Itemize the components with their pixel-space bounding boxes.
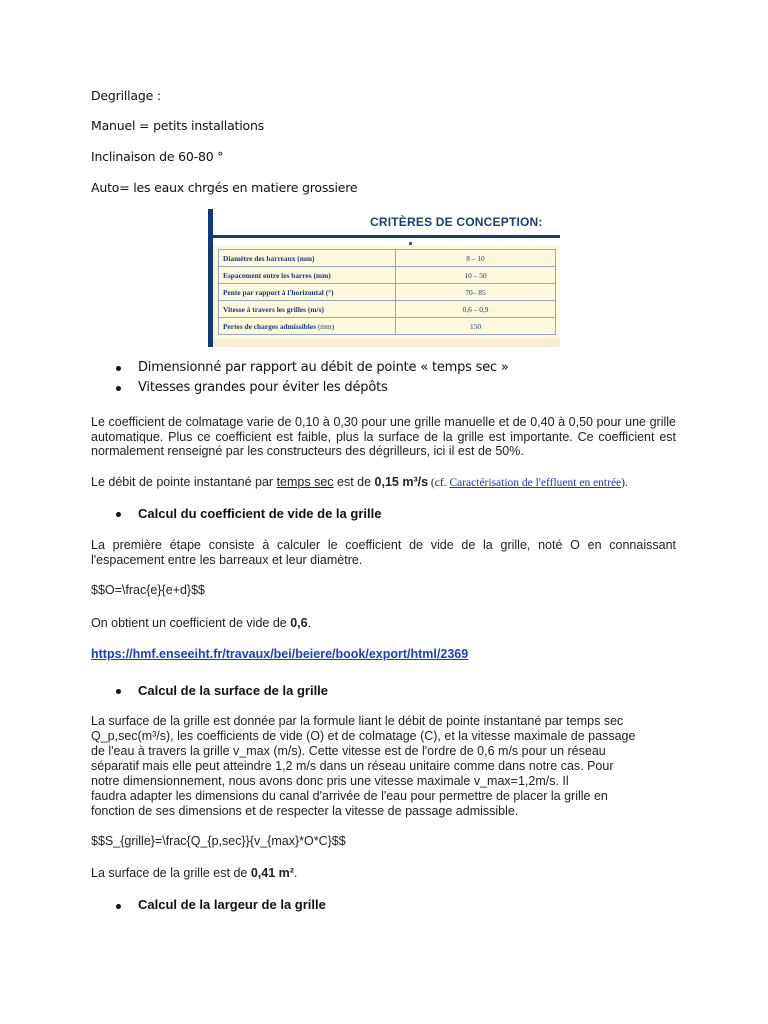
table-row bbox=[219, 267, 556, 284]
debit-line bbox=[91, 475, 628, 489]
criteria-table bbox=[218, 249, 556, 335]
criteria-value: 8 – 10 bbox=[396, 250, 556, 267]
table-row bbox=[219, 301, 556, 318]
criteria-value: 150 bbox=[396, 318, 556, 335]
criteria-label: Vitesse à travers les grilles (m/s) bbox=[219, 301, 396, 318]
surface-line-4: séparatif mais elle peut atteindre 1,2 m/s dans un réseau unitaire comme dans notre cas. Pour bbox=[91, 759, 614, 773]
heading-degrillage: Degrillage : bbox=[91, 88, 161, 103]
bullet-dot bbox=[116, 512, 121, 517]
formula-vide: $$O=\frac{e}{e+d}$$ bbox=[91, 583, 205, 597]
criteria-table-image bbox=[208, 209, 560, 347]
formula-surface: $$S_{grille}=\frac{Q_{p,sec}}{v_{max}*O*C}$$ bbox=[91, 834, 346, 848]
result-surface-value: 0,41 m² bbox=[250, 866, 294, 880]
criteria-label: Diamètre des barreaux (mm) bbox=[219, 250, 396, 267]
table-row bbox=[219, 318, 556, 335]
criteria-value: 70– 85 bbox=[396, 284, 556, 301]
criteria-value: 0,6 – 0,9 bbox=[396, 301, 556, 318]
criteria-label: Espacement entre les barres (mm) bbox=[219, 267, 396, 284]
table-row bbox=[219, 284, 556, 301]
enseeiht-link[interactable]: https://hmf.enseeiht.fr/travaux/bei/beiere/book/export/html/2369 bbox=[91, 647, 469, 661]
line-inclinaison: Inclinaison de 60-80 ° bbox=[91, 149, 224, 164]
debit-cf-open: (cf. bbox=[428, 477, 450, 489]
reference-url bbox=[91, 647, 468, 661]
heading-largeur: Calcul de la largeur de la grille bbox=[138, 897, 326, 912]
result-vide bbox=[91, 616, 311, 630]
line-auto: Auto= les eaux chrgés en matiere grossiere bbox=[91, 180, 358, 195]
result-vide-value: 0,6 bbox=[290, 616, 308, 630]
bullet-dot bbox=[116, 366, 121, 371]
criteria-title: CRITÈRES DE CONCEPTION: bbox=[370, 215, 543, 229]
result-surface-suffix: . bbox=[293, 866, 298, 880]
paragraph-vide: La première étape consiste à calculer le coefficient de vide de la grille, noté O en connaissant l'espacement entre les barreaux et leur diamètre. bbox=[91, 538, 676, 567]
criteria-value: 10 – 50 bbox=[396, 267, 556, 284]
table-row bbox=[219, 250, 556, 267]
bullet-dot bbox=[116, 386, 121, 391]
line-manuel: Manuel = petits installations bbox=[91, 118, 264, 133]
debit-value: 0,15 m³/s bbox=[374, 475, 429, 489]
result-surface bbox=[91, 866, 297, 880]
surface-line-3: de l'eau à travers la grille v_max (m/s). Cette vitesse est de l'ordre de 0,6 m/s pour un réseau bbox=[91, 744, 606, 758]
result-vide-prefix: On obtient un coefficient de vide de bbox=[91, 616, 291, 630]
criteria-label: Pente par rapport à l'horizontal (°) bbox=[219, 284, 396, 301]
criteria-label-unit: (mm) bbox=[316, 321, 335, 331]
result-vide-suffix: . bbox=[307, 616, 312, 630]
debit-prefix: Le débit de pointe instantané par bbox=[91, 475, 277, 489]
title-underline bbox=[213, 235, 560, 238]
criteria-label-bold: Pertes de charges admissibles bbox=[223, 321, 316, 331]
result-surface-prefix: La surface de la grille est de bbox=[91, 866, 251, 880]
surface-line-5: notre dimensionnement, nous avons donc pris une vitesse maximale v_max=1,2m/s. Il bbox=[91, 774, 569, 788]
cursor-mark bbox=[409, 242, 412, 245]
debit-middle: est de bbox=[333, 475, 375, 489]
surface-line-7: fonction de ses dimensions et de respecter la vitesse de passage admissible. bbox=[91, 804, 519, 818]
bullet-dimensionne: Dimensionné par rapport au débit de pointe « temps sec » bbox=[138, 360, 509, 375]
bullet-vitesses: Vitesses grandes pour éviter les dépôts bbox=[138, 380, 388, 395]
surface-line-2: Q_p,sec(m³/s), les coefficients de vide (O) et de colmatage (C), et la vitesse maximale de passage bbox=[91, 729, 636, 743]
debit-temps-sec: temps sec bbox=[276, 475, 334, 489]
bullet-dot bbox=[116, 904, 121, 909]
heading-surface: Calcul de la surface de la grille bbox=[138, 683, 329, 698]
effluent-link[interactable]: Caractérisation de l'effluent en entrée bbox=[449, 477, 622, 489]
surface-line-6: faudra adapter les dimensions du canal d'arrivée de l'eau pour permettre de placer la grille en bbox=[91, 789, 608, 803]
debit-cf-close: ). bbox=[621, 477, 628, 489]
paragraph-colmatage: Le coefficient de colmatage varie de 0,10 à 0,30 pour une grille manuelle et de 0,40 à 0,50 pour une grille automatique. Plus ce coefficient est faible, plus la surface de la grille est importante. Ce coefficient est normalement renseigné par les constructeurs des dégrilleurs, ici il est de 50%. bbox=[91, 415, 676, 459]
surface-line-1: La surface de la grille est donnée par la formule liant le débit de pointe instantané par temps sec bbox=[91, 714, 624, 728]
criteria-label bbox=[219, 318, 396, 335]
heading-coefficient-vide: Calcul du coefficient de vide de la grille bbox=[138, 506, 382, 521]
bullet-dot bbox=[116, 689, 121, 694]
